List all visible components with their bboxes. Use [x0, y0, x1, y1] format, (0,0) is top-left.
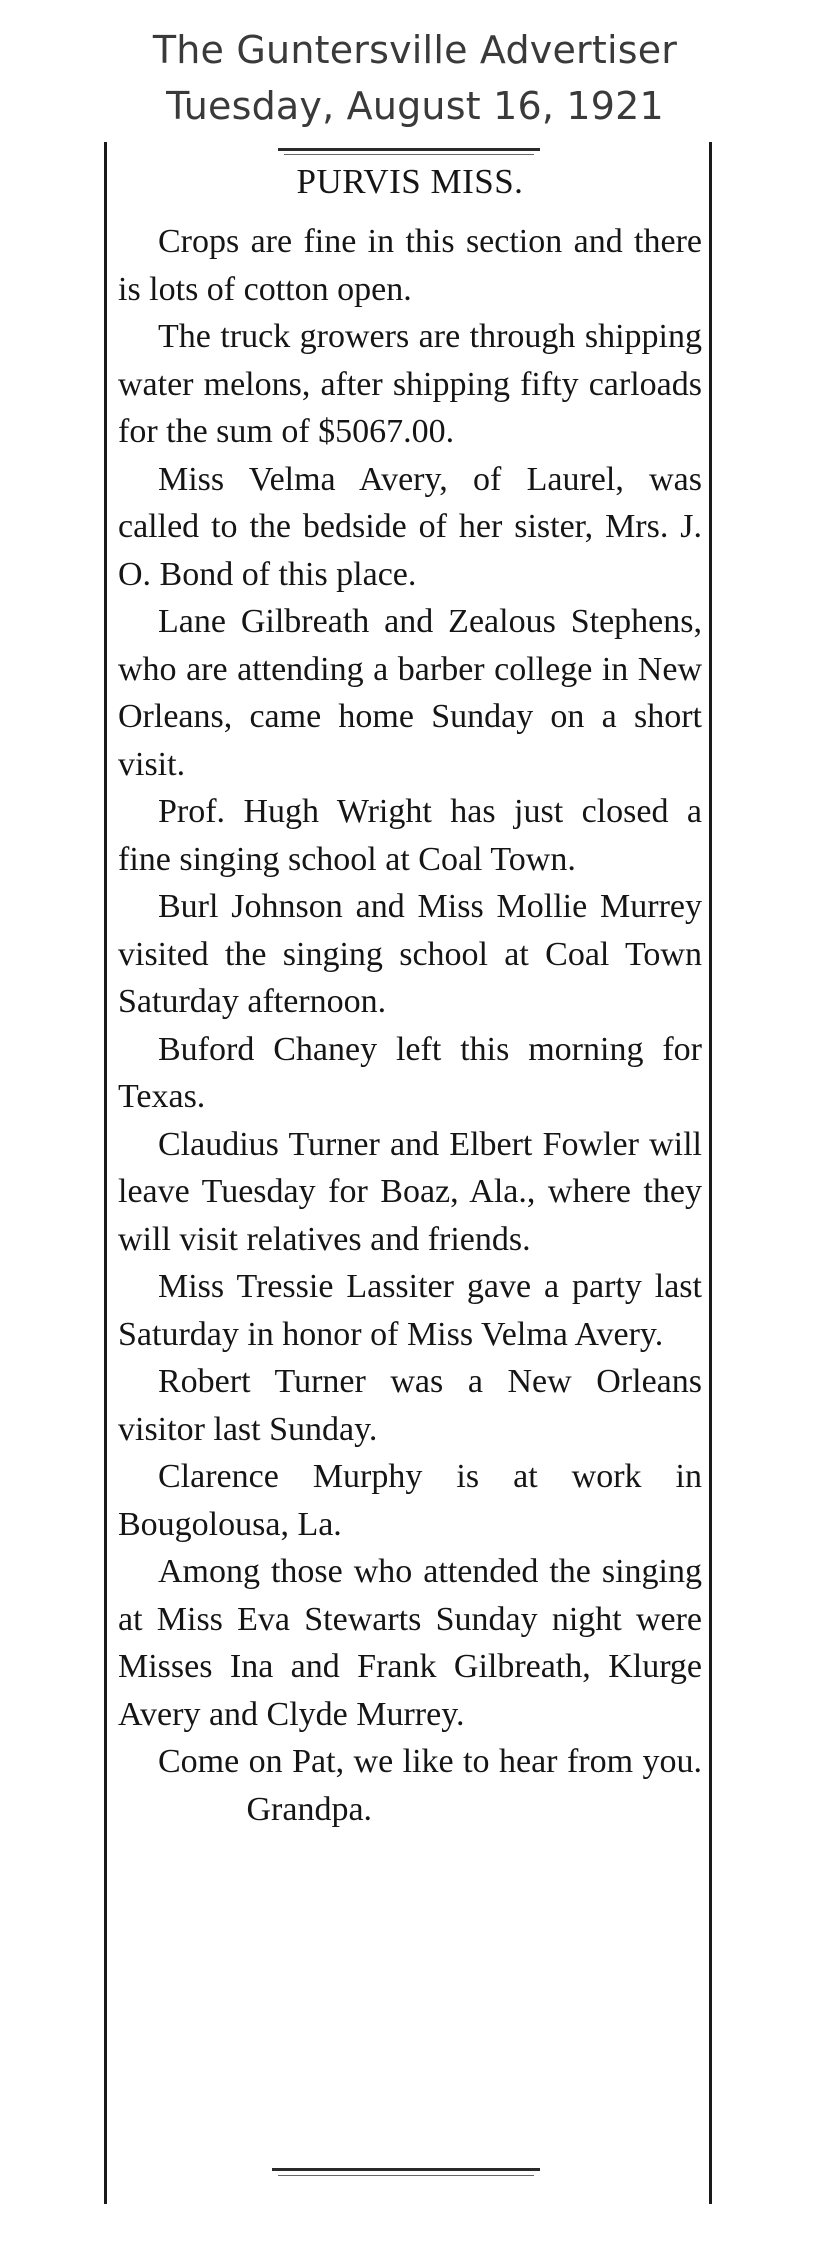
- signature: Grandpa.: [246, 1790, 373, 1828]
- clipping-caption: [0, 22, 830, 134]
- article-paragraph: Claudius Turner and Elbert Fowler will leave Tuesday for Boaz, Ala., where they will visit relatives and friends.: [118, 1125, 702, 1258]
- article-paragraph: Burl Johnson and Miss Mollie Murrey visited the singing school at Coal Town Saturday afternoon.: [118, 888, 702, 1020]
- article-headline: PURVIS MISS.: [296, 162, 524, 201]
- publication-name: The Guntersville Advertiser: [152, 28, 678, 72]
- article-paragraph: Lane Gilbreath and Zealous Stephens, who are attending a barber college in New Orleans, came home Sunday on a short visit.: [118, 603, 702, 783]
- article-paragraph: Among those who attended the singing at Miss Eva Stewarts Sunday night were Misses Ina and Frank Gilbreath, Klurge Avery and Clyde Murrey.: [118, 1553, 702, 1733]
- article-paragraph: The truck growers are through shipping water melons, after shipping fifty carloads for the sum of $5067.00.: [118, 318, 702, 450]
- publication-date: Tuesday, August 16, 1921: [166, 84, 664, 128]
- top-rule-thin: [284, 154, 534, 155]
- article-closing: [118, 1738, 702, 1833]
- article-paragraph: Clarence Murphy is at work in Bougolousa, La.: [118, 1458, 702, 1543]
- article-paragraph: Miss Velma Avery, of Laurel, was called to the bedside of her sister, Mrs. J. O. Bond of this place.: [118, 460, 702, 593]
- article-paragraph: Miss Tressie Lassiter gave a party last Saturday in honor of Miss Velma Avery.: [118, 1268, 702, 1353]
- article-paragraph: Crops are fine in this section and there is lots of cotton open.: [118, 223, 702, 308]
- bottom-rule-thin: [278, 2175, 534, 2176]
- article-paragraph: Buford Chaney left this morning for Texas.: [118, 1030, 702, 1115]
- bottom-rule: [272, 2168, 540, 2171]
- article-paragraph: Prof. Hugh Wright has just closed a fine singing school at Coal Town.: [118, 793, 702, 878]
- closing-text: Come on Pat, we like to hear from you.: [158, 1743, 702, 1780]
- top-rule: [278, 148, 540, 151]
- article-paragraph: Robert Turner was a New Orleans visitor last Sunday.: [118, 1363, 702, 1448]
- article: [118, 156, 702, 1833]
